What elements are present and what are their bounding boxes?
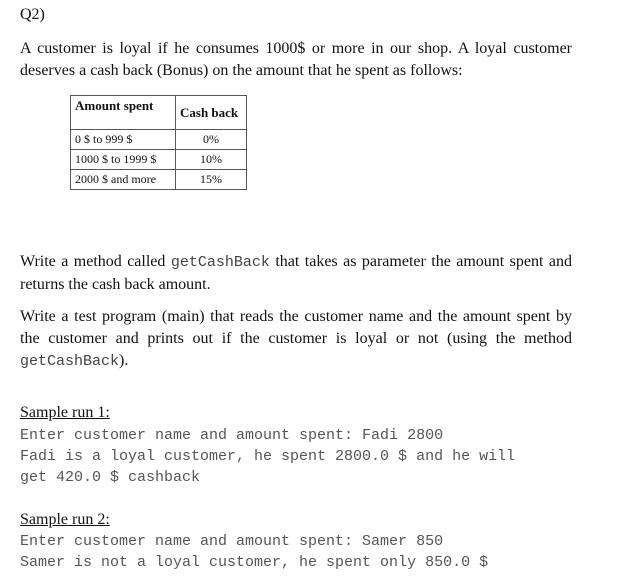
header-cash-back: Cash back	[176, 96, 247, 130]
method-name: getCashBack	[170, 254, 270, 271]
cashback-cell: 15%	[176, 170, 247, 190]
text-before: Write a test program (main) that reads the customer name and the amount spent by the customer and prints out if the customer is loyal or not (using the method	[20, 308, 572, 347]
cashback-cell: 10%	[176, 150, 247, 170]
table-row	[71, 170, 247, 190]
text-before: Write a method called	[20, 253, 171, 270]
intro-paragraph: A customer is loyal if he consumes 1000$ or more in our shop. A loyal customer deserves a cash back (Bonus) on the amount that he spent as follows:	[20, 40, 572, 79]
text-after: ).	[119, 352, 129, 369]
code-line: Enter customer name and amount spent: Samer 850	[20, 533, 444, 550]
cashback-table	[70, 95, 247, 190]
header-amount-spent: Amount spent	[71, 96, 176, 130]
sample-run-2-title: Sample run 2:	[20, 511, 110, 528]
table-row	[71, 150, 247, 170]
amount-cell: 2000 $ and more	[71, 170, 176, 190]
text-after: that takes as parameter the amount spent and returns the cash back amount.	[20, 253, 573, 293]
amount-cell: 1000 $ to 1999 $	[71, 150, 176, 170]
code-line: Enter customer name and amount spent: Fadi 2800	[20, 427, 444, 444]
table-header-row	[71, 96, 247, 130]
code-line: Fadi is a loyal customer, he spent 2800.0 $ and he will	[20, 448, 516, 465]
code-line: get 420.0 $ cashback	[20, 469, 201, 486]
table-row	[71, 130, 247, 150]
method-paragraph	[20, 251, 572, 296]
test-program-paragraph	[20, 306, 572, 373]
amount-cell: 0 $ to 999 $	[71, 130, 176, 150]
method-name: getCashBack	[20, 353, 120, 370]
sample-run-1-title: Sample run 1:	[20, 404, 110, 421]
cashback-cell: 0%	[176, 130, 247, 150]
code-line: Samer is not a loyal customer, he spent only 850.0 $	[20, 554, 489, 571]
question-number: Q2)	[20, 6, 45, 23]
